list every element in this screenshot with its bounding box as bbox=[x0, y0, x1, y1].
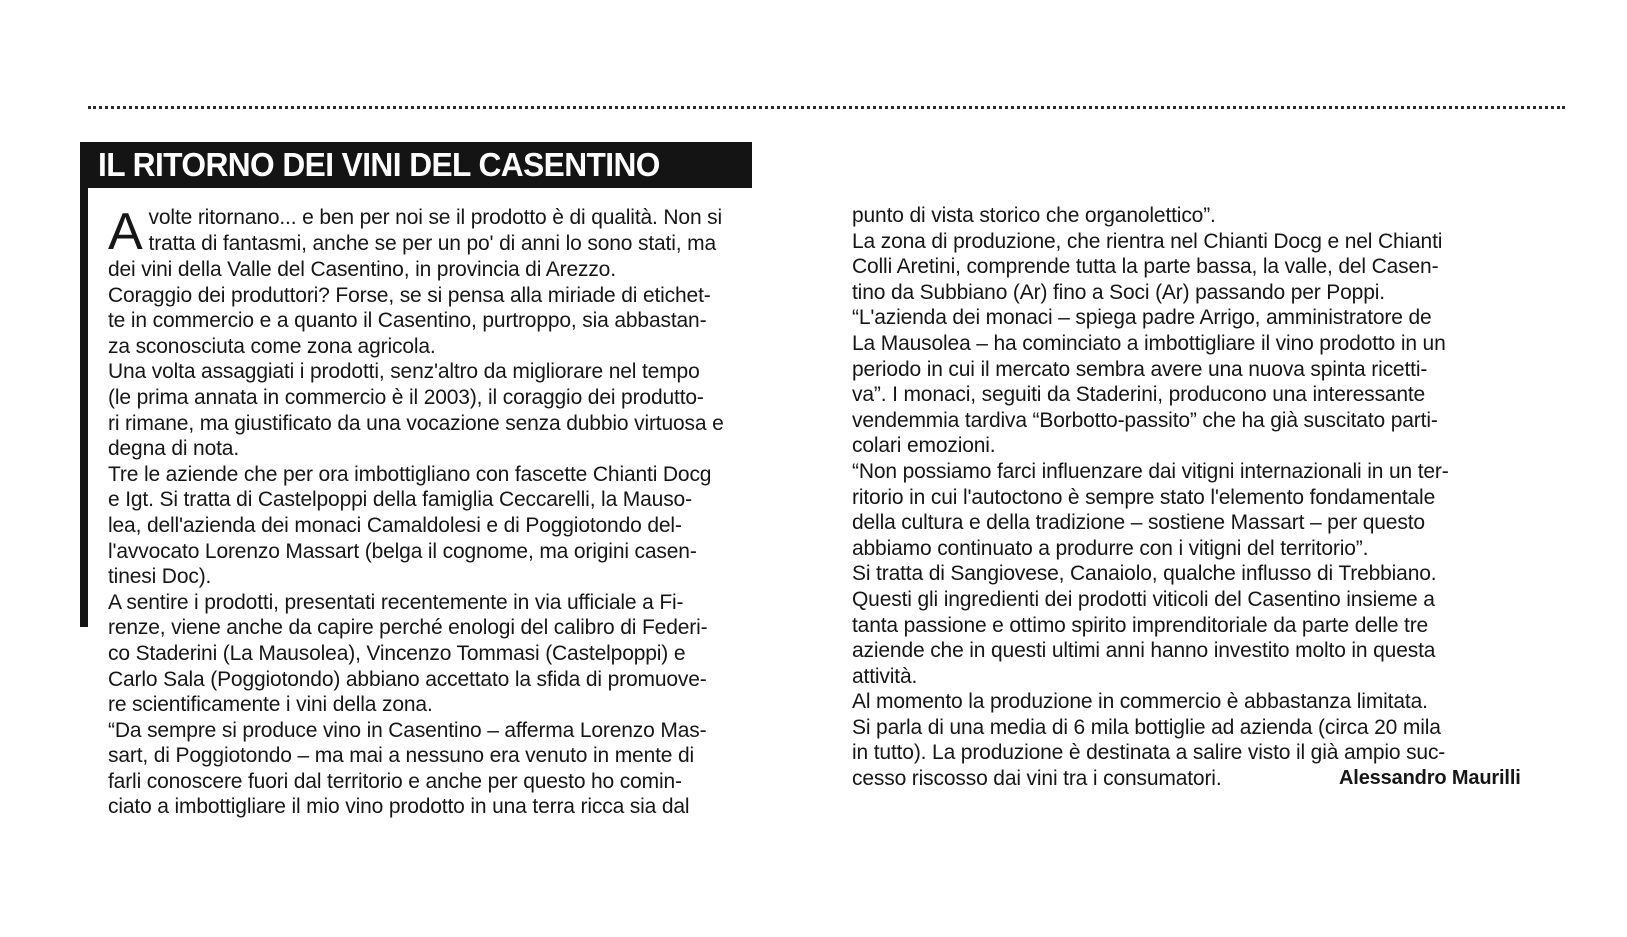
text-line: aziende che in questi ultimi anni hanno investito molto in questa bbox=[852, 639, 1436, 663]
text-line: della cultura e della tradizione – sostiene Massart – per questo bbox=[852, 511, 1425, 535]
text-line: va”. I monaci, seguiti da Staderini, producono una interessante bbox=[852, 383, 1426, 407]
text-line: abbiamo continuato a produrre con i vitigni del territorio”. bbox=[852, 536, 1369, 560]
text-line: za sconosciuta come zona agricola. bbox=[108, 334, 436, 358]
drop-cap: A bbox=[108, 203, 143, 261]
text-line: ri rimane, ma giustificato da una vocazione senza dubbio virtuosa e bbox=[108, 411, 724, 435]
headline-bar bbox=[80, 142, 752, 188]
text-line: Carlo Sala (Poggiotondo) abbiano accettato la sfida di promuove- bbox=[108, 667, 707, 691]
text-line: “Non possiamo farci influenzare dai vitigni internazionali in un ter- bbox=[852, 459, 1449, 483]
text-line: e Igt. Si tratta di Castelpoppi della famiglia Ceccarelli, la Mauso- bbox=[108, 488, 692, 512]
text-line: periodo in cui il mercato sembra avere una nuova spinta ricetti- bbox=[852, 357, 1428, 381]
text-line: l'avvocato Lorenzo Massart (belga il cognome, ma origini casen- bbox=[108, 539, 697, 563]
text-line: Una volta assaggiati i prodotti, senz'altro da migliorare nel tempo bbox=[108, 360, 700, 384]
text-line: ritorio in cui l'autoctono è sempre stato l'elemento fondamentale bbox=[852, 485, 1436, 509]
text-line: sart, di Poggiotondo – ma mai a nessuno era venuto in mente di bbox=[108, 744, 695, 768]
text-line: re scientificamente i vini della zona. bbox=[108, 693, 433, 717]
opening-paragraph bbox=[108, 203, 808, 261]
left-rule bbox=[80, 142, 88, 627]
text-line: colari emozioni. bbox=[852, 434, 996, 458]
text-line: La Mausolea – ha cominciato a imbottigliare il vino prodotto in un bbox=[852, 331, 1446, 355]
text-line: Tre le aziende che per ora imbottigliano con fascette Chianti Docg bbox=[108, 462, 712, 486]
text-line: cesso riscosso dai vini tra i consumatori. bbox=[852, 767, 1222, 791]
article-column-left bbox=[108, 205, 808, 820]
text-line: tanta passione e ottimo spirito imprenditoriale da parte delle tre bbox=[852, 613, 1429, 637]
text-line: punto di vista storico che organolettico”. bbox=[852, 204, 1216, 227]
text-line: Questi gli ingredienti dei prodotti viticoli del Casentino insieme a bbox=[852, 587, 1435, 611]
text-line: tino da Subbiano (Ar) fino a Soci (Ar) passando per Poppi. bbox=[852, 280, 1385, 304]
author-byline: Alessandro Maurilli bbox=[1339, 767, 1521, 790]
text-line: volte ritornano... e ben per noi se il prodotto è di qualità. Non si bbox=[148, 206, 723, 229]
text-line: tratta di fantasmi, anche se per un po' di anni lo sono stati, ma bbox=[148, 231, 716, 255]
text-line: Al momento la produzione in commercio è abbastanza limitata. bbox=[852, 690, 1428, 714]
dotted-separator bbox=[88, 106, 1565, 109]
text-line: attività. bbox=[852, 664, 918, 688]
text-line: Coraggio dei produttori? Forse, se si pensa alla miriade di etichet- bbox=[108, 283, 711, 307]
text-line: lea, dell'azienda dei monaci Camaldolesi e di Poggiotondo del- bbox=[108, 513, 682, 537]
text-line: “L'azienda dei monaci – spiega padre Arrigo, amministratore de bbox=[852, 306, 1432, 330]
text-line: A sentire i prodotti, presentati recentemente in via ufficiale a Fi- bbox=[108, 590, 684, 614]
text-line: degna di nota. bbox=[108, 437, 240, 461]
text-line: Si parla di una media di 6 mila bottiglie ad azienda (circa 20 mila bbox=[852, 715, 1441, 739]
text-line: La zona di produzione, che rientra nel Chianti Docg e nel Chianti bbox=[852, 229, 1443, 253]
text-line: in tutto). La produzione è destinata a salire visto il già ampio suc- bbox=[852, 741, 1446, 765]
text-line: Si tratta di Sangiovese, Canaiolo, qualche influsso di Trebbiano. bbox=[852, 562, 1437, 586]
text-line: co Staderini (La Mausolea), Vincenzo Tommasi (Castelpoppi) e bbox=[108, 641, 686, 665]
text-line: tinesi Doc). bbox=[108, 565, 212, 589]
article-column-right bbox=[852, 203, 1552, 792]
text-line: farli conoscere fuori dal territorio e anche per questo ho comin- bbox=[108, 769, 682, 793]
text-line: (le prima annata in commercio è il 2003), il coraggio dei produtto- bbox=[108, 385, 704, 409]
text-line: ciato a imbottigliare il mio vino prodotto in una terra ricca sia dal bbox=[108, 795, 690, 819]
text-line: vendemmia tardiva “Borbotto-passito” che ha già suscitato parti- bbox=[852, 408, 1438, 432]
text-line: Colli Aretini, comprende tutta la parte bassa, la valle, del Casen- bbox=[852, 255, 1439, 279]
closing-line bbox=[852, 766, 1552, 792]
headline: IL RITORNO DEI VINI DEL CASENTINO bbox=[98, 146, 660, 183]
text-line: renze, viene anche da capire perché enologi del calibro di Federi- bbox=[108, 616, 708, 640]
text-line: “Da sempre si produce vino in Casentino – afferma Lorenzo Mas- bbox=[108, 718, 707, 742]
text-line: dei vini della Valle del Casentino, in provincia di Arezzo. bbox=[108, 258, 616, 281]
text-line: te in commercio e a quanto il Casentino, purtroppo, sia abbastan- bbox=[108, 309, 707, 333]
